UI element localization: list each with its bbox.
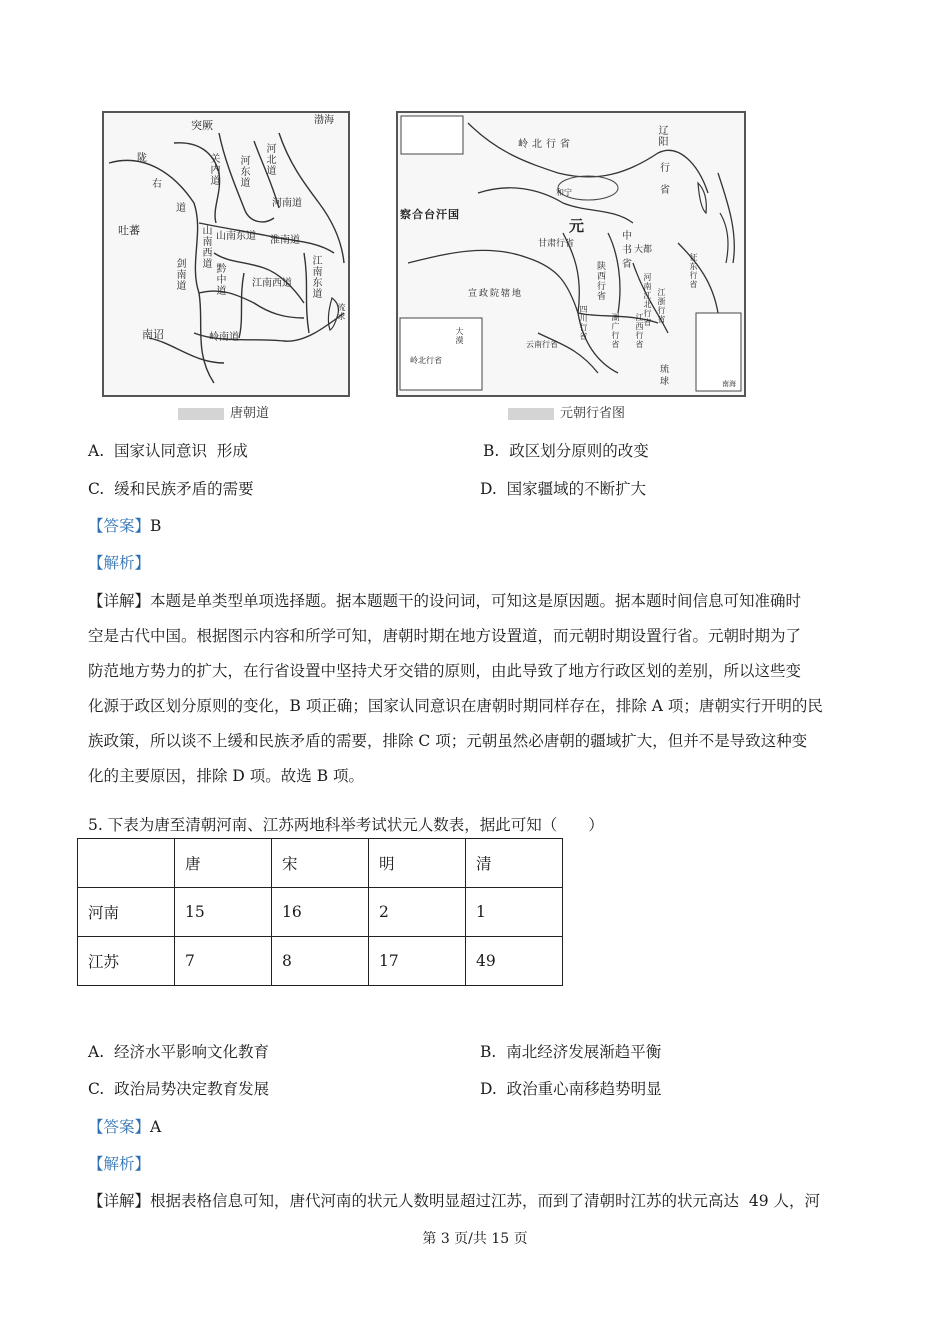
tang-label: 河南道 bbox=[272, 198, 302, 209]
yuan-map bbox=[396, 111, 746, 397]
detail-line: 化源于政区划分原则的变化，B 项正确；国家认同意识在唐朝时期同样存在，排除 A 项；唐朝实行开明的民 bbox=[88, 697, 823, 715]
yuan-label: 陕西行省 bbox=[595, 261, 605, 301]
table-row bbox=[78, 888, 563, 937]
q5-analysis-tag: 【解析】 bbox=[88, 1155, 151, 1173]
tang-label: 剑南道 bbox=[174, 258, 185, 291]
tang-map-caption: 唐朝道 bbox=[178, 402, 269, 421]
tang-label: 山南西道 bbox=[200, 225, 211, 269]
table-cell: 江苏 bbox=[78, 937, 175, 986]
yuan-label: 省 bbox=[660, 185, 670, 196]
detail-line: 【详解】本题是单类型单项选择题。据本题题干的设问词，可知这是原因题。据本题时间信息可知准确时 bbox=[88, 592, 802, 610]
option-text: 缓和民族矛盾的需要 bbox=[114, 480, 254, 498]
detail-line: 族政策，所以谈不上缓和民族矛盾的需要，排除 C 项；元朝虽然必唐朝的疆域扩大，但并不是导致这种变 bbox=[88, 732, 808, 750]
yuan-label: 和宁 bbox=[556, 188, 572, 197]
yuan-label: 岭北行省 bbox=[518, 139, 574, 150]
tang-label: 道 bbox=[176, 203, 186, 214]
yuan-label: 四川行省 bbox=[579, 305, 588, 341]
tang-label: 渤海 bbox=[314, 115, 334, 126]
yuan-label: 行 bbox=[660, 163, 670, 174]
tang-label: 吐蕃 bbox=[118, 224, 140, 237]
yuan-label: 宣政院辖地 bbox=[468, 289, 524, 299]
table-cell: 1 bbox=[466, 888, 563, 937]
page-footer: 第 3 页/共 15 页 bbox=[422, 1231, 528, 1247]
yuan-label: 球 bbox=[660, 377, 670, 387]
yuan-label: 省 bbox=[622, 259, 632, 270]
detail-line: 防范地方势力的扩大，在行省设置中坚持犬牙交错的原则，由此导致了地方行政区划的差别，所以这些变 bbox=[88, 662, 802, 680]
yuan-label: 岭北行省 bbox=[410, 356, 442, 365]
q5-option-a bbox=[88, 1042, 269, 1062]
option-letter: C. bbox=[88, 480, 105, 498]
tang-label: 黔中道 bbox=[214, 263, 225, 296]
yuan-label: 甘肃行省 bbox=[538, 239, 575, 249]
tang-label: 突厥 bbox=[191, 119, 213, 132]
option-letter: D. bbox=[480, 480, 497, 498]
option-text: 经济水平影响文化教育 bbox=[113, 1043, 269, 1061]
table-cell: 49 bbox=[466, 937, 563, 986]
blurred-label bbox=[508, 408, 554, 420]
yuan-label: 察合台汗国 bbox=[400, 208, 460, 221]
detail-line: 根据表格信息可知，唐代河南的状元人数明显超过江苏，而到了清朝时江苏的状元高达 49 人，河 bbox=[150, 1192, 821, 1210]
detail-tag: 【详解】 bbox=[88, 1192, 151, 1210]
option-text: 政治重心南移趋势明显 bbox=[506, 1080, 662, 1098]
table-cell: 8 bbox=[272, 937, 369, 986]
yuan-map-caption: 元朝行省图 bbox=[508, 402, 625, 421]
table-cell: 河南 bbox=[78, 888, 175, 937]
q4-option-a bbox=[88, 441, 248, 461]
detail-line: 化的主要原因，排除 D 项。故选 B 项。 bbox=[88, 767, 365, 785]
detail-tag: 【详解】 bbox=[88, 592, 151, 610]
tang-label: 江南东道 bbox=[310, 255, 321, 299]
tang-label: 流求 bbox=[337, 303, 346, 321]
table-cell: 明 bbox=[369, 839, 466, 888]
option-letter: D. bbox=[480, 1080, 497, 1098]
yuan-label: 江浙行省 bbox=[657, 288, 666, 324]
option-text: 南北经济发展渐趋平衡 bbox=[506, 1043, 662, 1061]
tang-label: 淮南道 bbox=[270, 235, 300, 246]
option-text: 国家疆域的不断扩大 bbox=[506, 480, 647, 498]
yuan-label: 书 bbox=[622, 245, 632, 256]
q4-option-d bbox=[480, 479, 646, 499]
yuan-label: 征东行省 bbox=[689, 253, 698, 289]
yuan-label: 南海 bbox=[722, 380, 736, 388]
q4-analysis-tag: 【解析】 bbox=[88, 554, 151, 572]
q5-option-d bbox=[480, 1079, 662, 1099]
option-letter: A. bbox=[88, 442, 105, 460]
yuan-label: 大漠 bbox=[455, 327, 464, 345]
q5-stem: 5. 下表为唐至清朝河南、江苏两地科举考试状元人数表，据此可知（ ） bbox=[88, 816, 604, 834]
yuan-label: 河南江北行省 bbox=[643, 273, 652, 327]
option-letter: C. bbox=[88, 1080, 105, 1098]
table-cell: 16 bbox=[272, 888, 369, 937]
yuan-label: 湖广行省 bbox=[611, 313, 620, 349]
score-table bbox=[77, 838, 563, 986]
tang-label: 河北道 bbox=[264, 143, 275, 176]
table-cell bbox=[78, 839, 175, 888]
q5-option-b bbox=[480, 1042, 661, 1062]
yuan-label: 辽阳 bbox=[656, 125, 667, 147]
q5-detail bbox=[88, 1191, 820, 1211]
answer-tag: 【答案】 bbox=[88, 1118, 151, 1136]
yuan-label: 元 bbox=[569, 217, 585, 235]
answer-value: A bbox=[150, 1118, 162, 1136]
blurred-label bbox=[178, 408, 224, 420]
option-text: 国家认同意识 形成 bbox=[113, 442, 248, 460]
table-cell: 唐 bbox=[175, 839, 272, 888]
table-cell: 宋 bbox=[272, 839, 369, 888]
detail-line: 空是古代中国。根据图示内容和所学可知，唐朝时期在地方设置道，而元朝时期设置行省。元朝时期为了 bbox=[88, 627, 802, 645]
option-letter: A. bbox=[88, 1043, 105, 1061]
tang-label: 关内道 bbox=[208, 153, 219, 186]
q4-answer bbox=[88, 516, 161, 536]
option-text: 政治局势决定教育发展 bbox=[114, 1080, 270, 1098]
tang-label: 陇 bbox=[137, 153, 147, 164]
yuan-label: 琉 bbox=[660, 365, 670, 375]
table-header-row bbox=[78, 839, 563, 888]
yuan-label: 云南行省 bbox=[526, 340, 558, 349]
q4-detail bbox=[88, 584, 878, 794]
yuan-label: 中 bbox=[622, 231, 632, 242]
q4-option-c bbox=[88, 479, 254, 499]
option-text: 政区划分原则的改变 bbox=[509, 442, 649, 460]
table-cell: 2 bbox=[369, 888, 466, 937]
tang-label: 右 bbox=[152, 179, 162, 190]
tang-label: 南诏 bbox=[142, 328, 164, 341]
q5-answer bbox=[88, 1117, 161, 1137]
tang-label: 江南西道 bbox=[252, 278, 292, 289]
table-cell: 7 bbox=[175, 937, 272, 986]
tang-label: 河东道 bbox=[238, 155, 249, 188]
yuan-label: 大都 bbox=[634, 245, 653, 255]
answer-value: B bbox=[150, 517, 162, 535]
table-cell: 17 bbox=[369, 937, 466, 986]
table-cell: 15 bbox=[175, 888, 272, 937]
table-row bbox=[78, 937, 563, 986]
option-letter: B. bbox=[480, 1043, 497, 1061]
q5-option-c bbox=[88, 1079, 269, 1099]
answer-tag: 【答案】 bbox=[88, 517, 151, 535]
tang-map bbox=[102, 111, 350, 397]
yuan-label: 江西行省 bbox=[635, 313, 644, 349]
tang-label: 山南东道 bbox=[216, 231, 256, 242]
q4-option-b bbox=[483, 441, 649, 461]
tang-label: 岭南道 bbox=[209, 332, 239, 343]
option-letter: B. bbox=[483, 442, 500, 460]
table-cell: 清 bbox=[466, 839, 563, 888]
